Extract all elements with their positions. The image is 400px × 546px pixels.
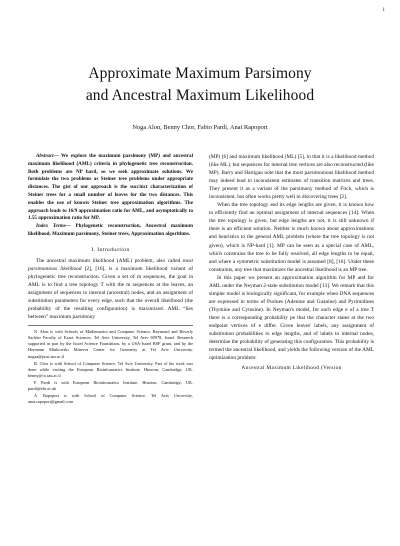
abstract-text: — We explore the maximum parsimony (MP) and ancestral maximum likelihood (AML) criteria in phylogenetic tree reconstruction. Both problems are NP hard, so we seek approximate solutions. We formulate the two problems as Steiner tree problems under appropriate distances. The gist of our approach is the succinct characterization of Steiner trees for a small number of leaves for the two distances. This enables the use of known Steiner tree approximation algorithms. The approach leads to 16/9 approximation ratio for AML, and asymptotically to 1.55 approximation ratio for MP. <box>28 153 193 222</box>
intro-text-part1: The ancestral maximum likelihood (AML) problem, also called <box>36 257 183 264</box>
intro-paragraph <box>28 257 193 321</box>
body-paragraph-2: When the tree topology and its edge lengths are given, it is known how to efficiently find an optimal assignment of internal sequences [14]. When the tree topology is given, but edge lengths are not, it is still unknown if there is an efficient solution. Neither is much known about approximations and heuristics to the general AML problem (where the tree topology is not given), which is NP-hard [1]. MP can be seen as a special case of AML, which constrains the tree to be fully resolved, all edge lengths to be equal, and where a symmetric substitution model is assumed [8], [16]. Under these constraints, any tree that maximizes the ancestral likelihood is an MP tree. <box>209 202 374 273</box>
footnote-alon: N. Alon is with Schools of Mathematics and Computer Science, Raymond and Beverly Sackler Faculty of Exact Sciences, Tel Aviv University, Tel Aviv 69978, Israel. Research supported in part by the Israel Science Foundation, by a USA-Israel BSF grant, and by the Hermann Minkowski Minerva Center for Geometry at Tel Aviv University. nogaa@post.tau.ac.il <box>28 329 193 359</box>
body-paragraph-1: (MP) [6] and maximum likelihood (ML) [5], in that it is a likelihood method (like ML), but sequences for internal tree vertices are also reconstructed (like MP). Barry and Hartigan note that the most parsimonious likelihood method may indeed lead to inconsistent estimates of transition matrices and trees. They present it as a variant of the parsimony method of Fitch, which is inconsistent, but often works pretty well in discovering trees [2]. <box>209 154 374 201</box>
right-column <box>209 153 374 372</box>
page-number: 1 <box>382 8 385 13</box>
title-line-1: Approximate Maximum Parsimony <box>88 65 312 82</box>
index-terms-text: — Phylogenetic reconstruction, Ancestral maximum likelihood, Maximum parsimony, Steiner trees, Approximation algorithms. <box>28 223 193 237</box>
abstract-lead: Abstract <box>36 153 54 159</box>
footnote-chor: B. Chor is with School of Computer Science, Tel Aviv University. Part of his work was done while visiting the European Bioinformatics Institute, Hinxton, Cambridge, UK. benny@cs.tau.ac.il <box>28 360 193 378</box>
title-line-2: and Ancestral Maximum Likelihood <box>85 87 315 104</box>
section-heading-introduction: I. Introduction <box>91 246 130 253</box>
left-column <box>28 153 193 406</box>
footnotes <box>28 325 193 405</box>
author-list: Noga Alon, Benny Chor, Fabio Pardi, Anat Rapoport <box>132 124 268 131</box>
abstract <box>28 153 193 223</box>
paper-title <box>0 63 400 107</box>
intro-italic-term: most parsimonious likelihood <box>28 257 193 272</box>
index-terms <box>28 223 193 239</box>
index-terms-lead: Index Terms <box>36 223 66 230</box>
aml-version-heading: Ancestral Maximum Likelihood (Version <box>241 365 342 372</box>
footnote-pardi: F. Pardi is with European Bioinformatics Institute, Hinxton, Cambridge, UK. pardi@ebi.ac.uk <box>28 379 193 392</box>
body-paragraph-3: In this paper we present an approximation algorithm for MP and for AML under the Neyman 2-state substitution model [13]. We remark that this simpler model is biologically significant, for example when DNA sequences are expressed in terms of Purines (Adenine and Guanine) and Pyrimidines (Thymine and Cytosine). In Neyman's model, for each edge e of a tree T there is a corresponding probability pe that the character states at the two endpoint vertices of e differ. Given leaves' labels, any assignment of substitution probabilities to edge lengths, and of labels to internal nodes, determine the probability of generating this configuration. This probability is termed the ancestral likelihood, and yields the following version of the AML optimization problem: <box>209 274 374 362</box>
footnote-rapoport: A. Rapoport is with School of Computer Science, Tel Aviv University, anat.rapoport@gmail.com <box>28 393 193 405</box>
intro-text-part2: [2], [16], is a maximum likelihood variant of phylogenetic tree reconstruction. Given a set of m sequences, the goal in AML is to find a tree topology T with the m sequences at the leaves, an assignment of sequences to internal (ancestral) nodes, and an assignment of substitution parameters for every edge, such that the overall likelihood (the probability of the resulting configuration) is maximized. AML “lies between” maximum parsimony <box>28 265 193 321</box>
